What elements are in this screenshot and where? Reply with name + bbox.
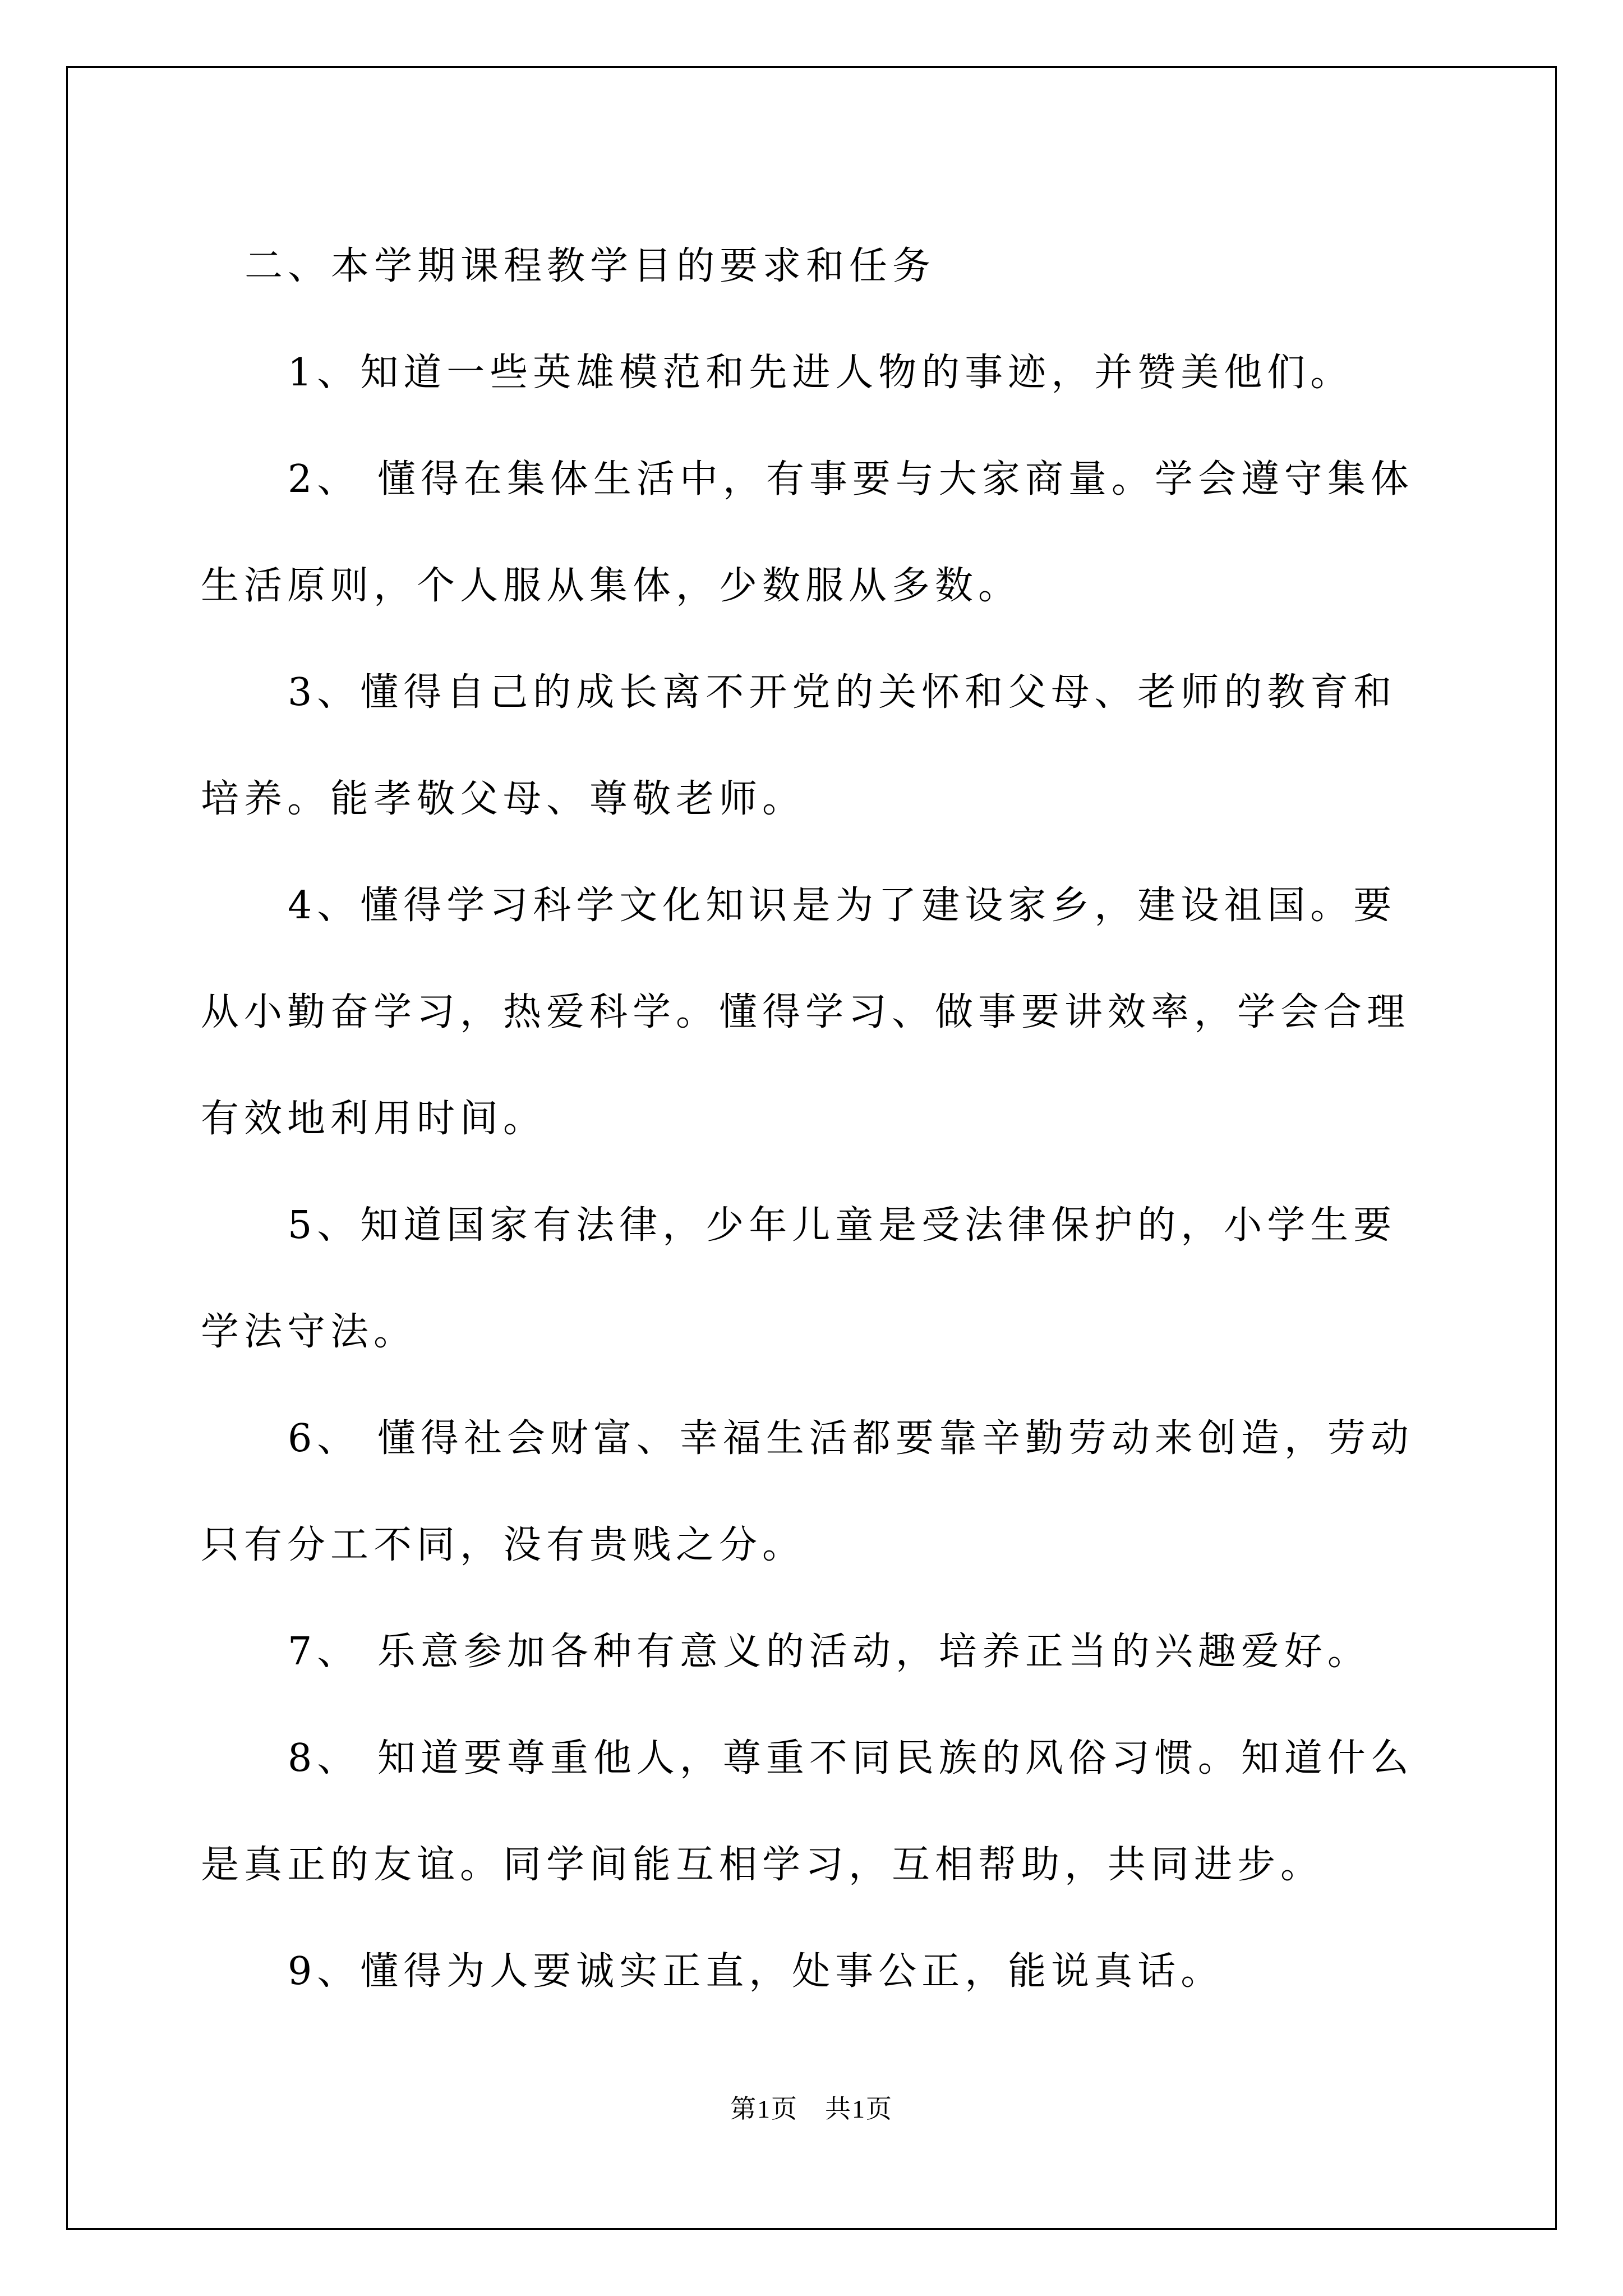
list-item: 9、懂得为人要诚实正直，处事公正，能说真话。 (288, 1949, 1224, 1994)
page-number-footer: 第1页 共1页 (730, 2095, 893, 2123)
section-heading: 二、本学期课程教学目的要求和任务 (245, 244, 936, 288)
list-item: 5、知道国家有法律，少年儿童是受法律保护的，小学生要学法守法。 (201, 1203, 1397, 1354)
list-item: 3、懂得自己的成长离不开党的关怀和父母、老师的教育和培养。能孝敬父母、尊敬老师。 (201, 670, 1397, 821)
list-item: 7、 乐意参加各种有意义的活动，培养正当的兴趣爱好。 (288, 1630, 1371, 1674)
list-item: 4、懂得学习科学文化知识是为了建设家乡，建设祖国。要从小勤奋学习，热爱科学。懂得学习、做事要讲效率，学会合理有效地利用时间。 (201, 884, 1410, 1141)
list-item: 1、知道一些英雄模范和先进人物的事迹，并赞美他们。 (288, 351, 1354, 395)
document-body (201, 213, 1429, 2025)
list-item: 2、 懂得在集体生活中，有事要与大家商量。学会遵守集体生活原则，个人服从集体，少数服从多数。 (201, 457, 1414, 608)
list-item: 6、 懂得社会财富、幸福生活都要靠辛勤劳动来创造，劳动只有分工不同，没有贵贱之分。 (201, 1416, 1414, 1567)
list-item: 8、 知道要尊重他人，尊重不同民族的风俗习惯。知道什么是真正的友谊。同学间能互相学习，互相帮助，共同进步。 (201, 1736, 1414, 1887)
